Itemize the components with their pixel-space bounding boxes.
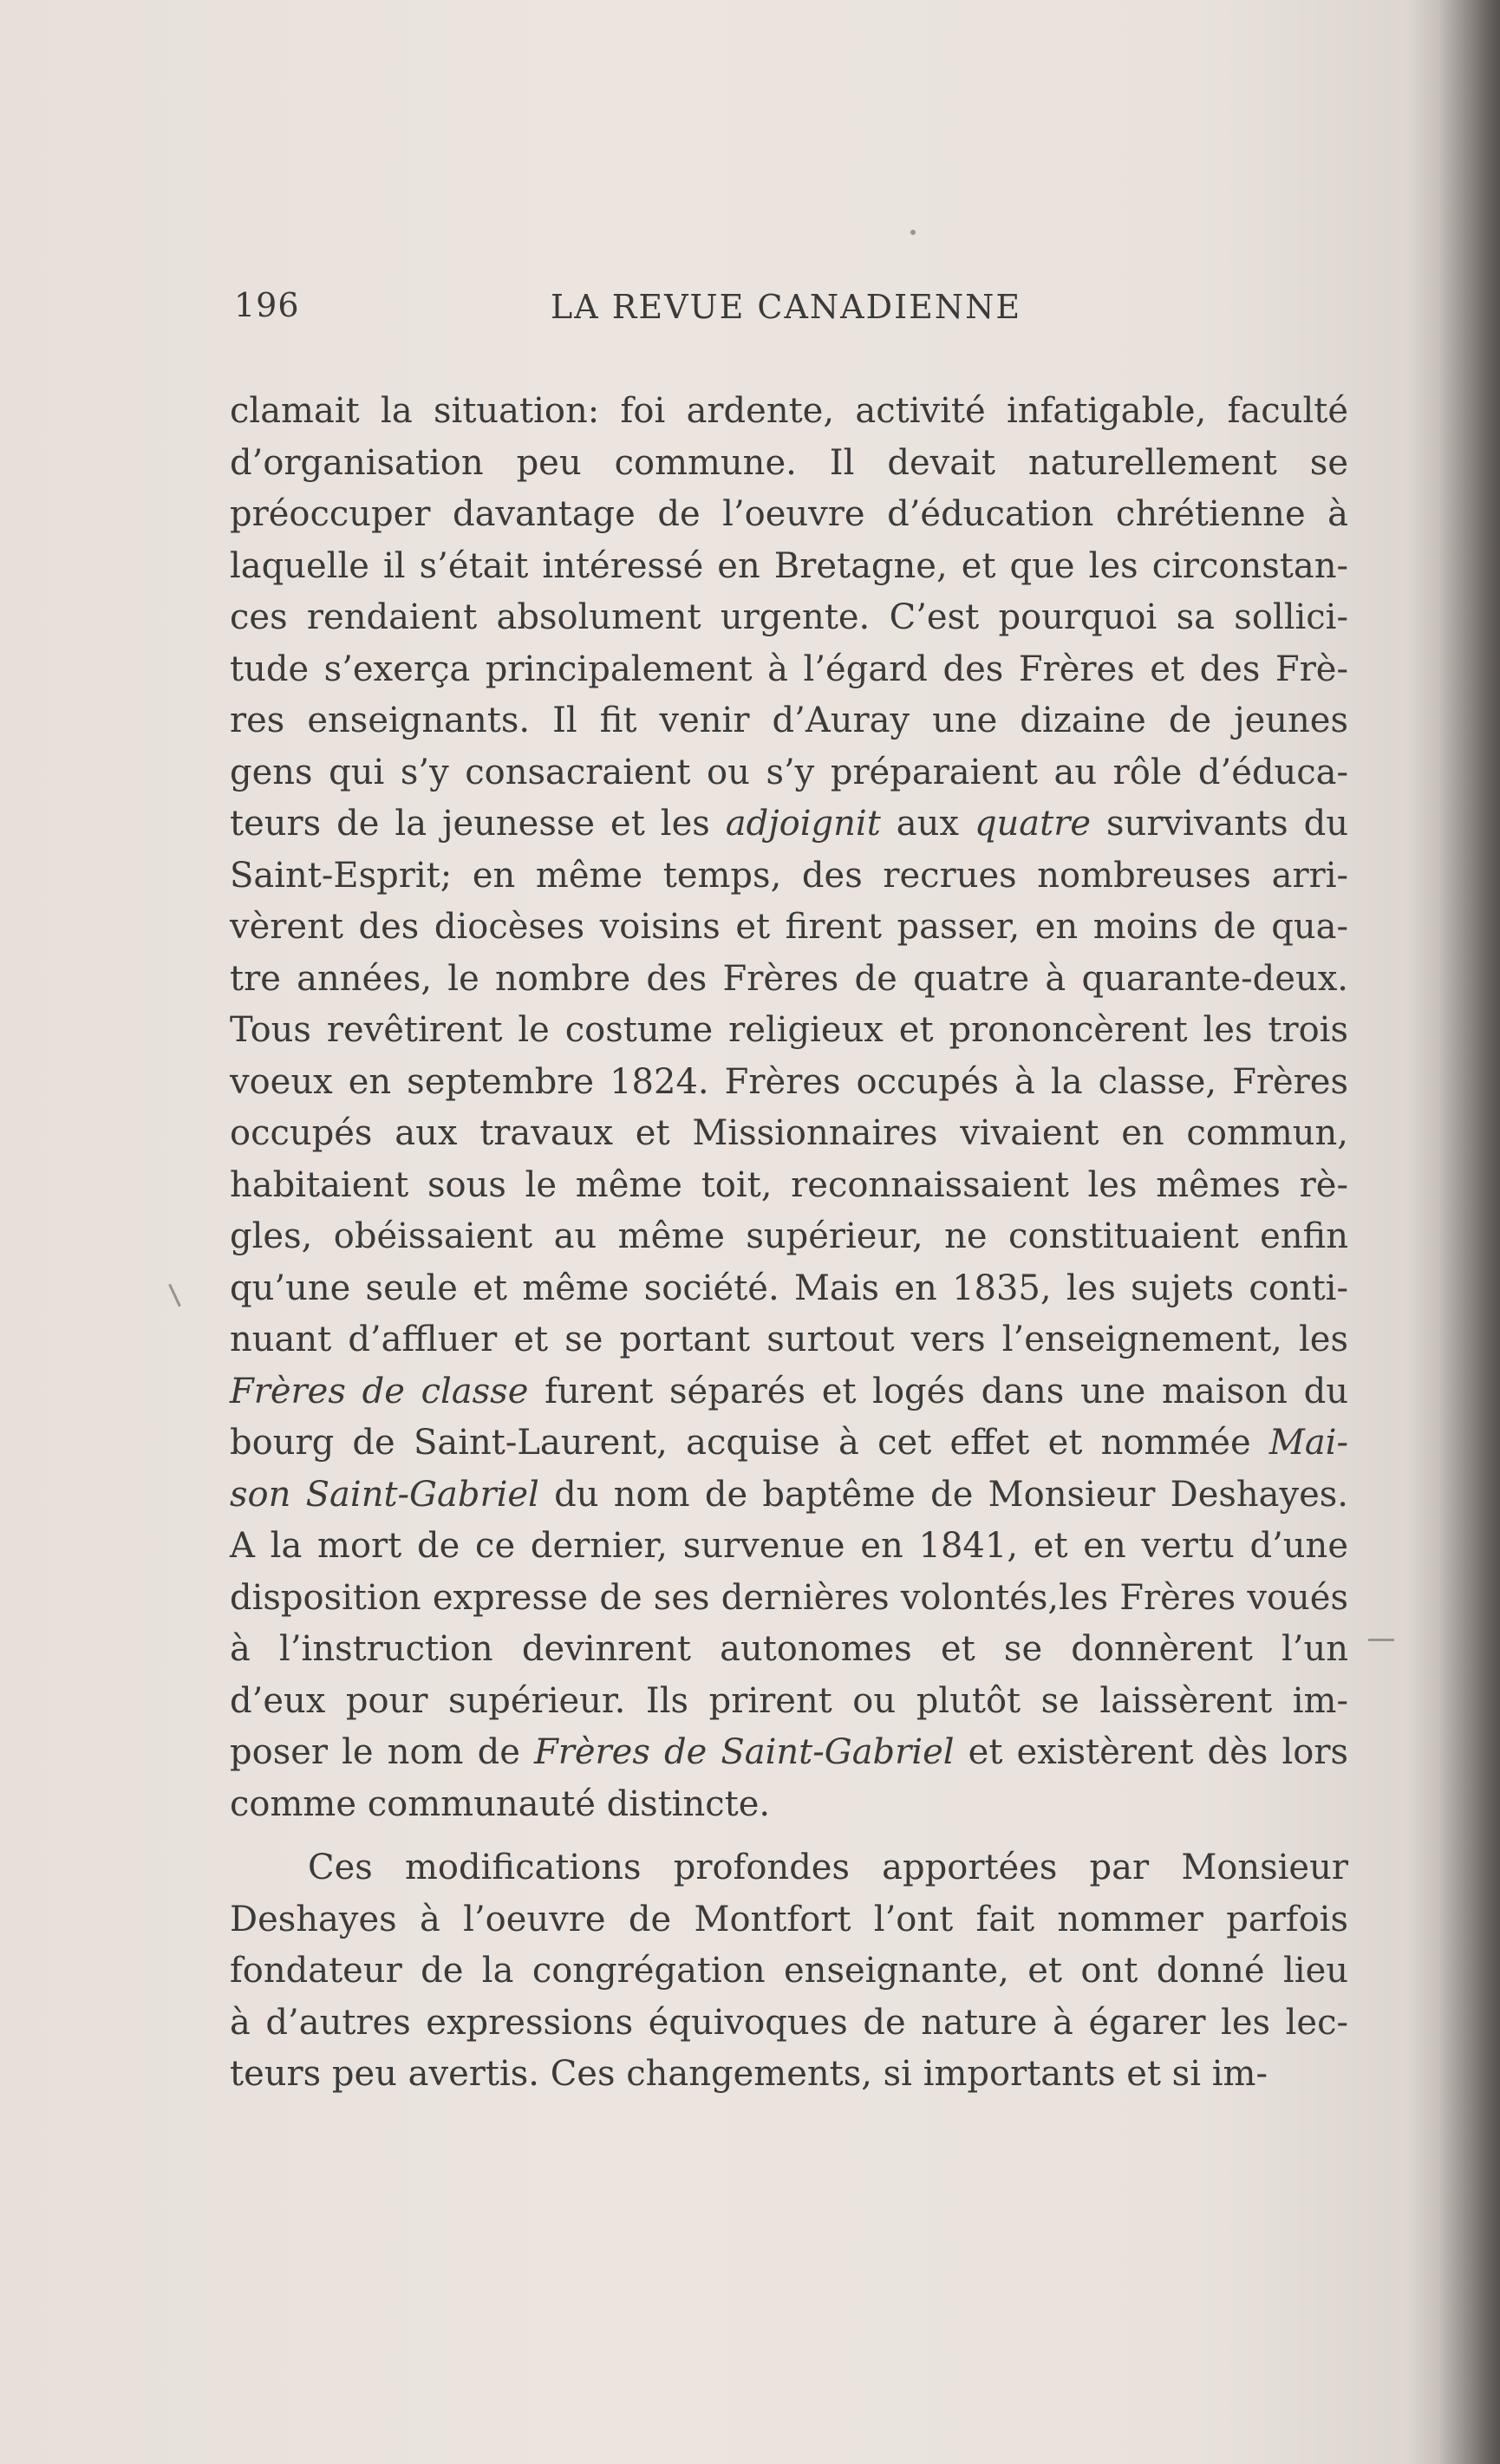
text-line [230,851,1348,903]
margin-speck [910,230,916,235]
text-segment: vèrent des diocèses voisins et firent passer, en moins de qua- [230,907,1348,947]
text-line [230,1418,1348,1470]
text-line [230,747,1348,799]
body-text [230,386,1348,2101]
text-line [230,1727,1348,1779]
text-segment: qu’une seule et même société. Mais en 1835, les sujets conti- [230,1268,1348,1308]
italic-text: Frères de classe [230,1371,529,1411]
text-segment: ces rendaient absolument urgente. C’est pourquoi sa sollici- [230,597,1348,637]
text-segment: teurs de la jeunesse et les [230,804,726,844]
text-segment: clamait la situation: foi ardente, activité infatigable, faculté [230,391,1348,431]
text-segment: préoccuper davantage de l’oeuvre d’éducation chrétienne à [230,494,1348,534]
text-line [230,2049,1348,2101]
italic-text: Frères de Saint-Gabriel [533,1732,955,1772]
text-line [230,1946,1348,1998]
text-segment: furent séparés et logés dans une maison du [528,1371,1349,1411]
text-line [230,1842,1348,1894]
text-segment: tre années, le nombre des Frères de quatre à quarante-deux. [230,958,1348,999]
text-segment: à l’instruction devinrent autonomes et se donnèrent l’un [230,1629,1348,1669]
text-segment: occupés aux travaux et Missionnaires vivaient en commun, [230,1113,1348,1153]
text-segment: du nom de baptême de Monsieur Deshayes. [538,1474,1349,1515]
text-line [230,799,1348,851]
running-title: LA REVUE CANADIENNE [551,288,1022,326]
text-segment: nuant d’affluer et se portant surtout vers l’enseignement, les [230,1320,1348,1359]
text-line [230,1573,1348,1625]
text-line [230,1263,1348,1315]
italic-text: adjoignit [725,804,881,844]
paragraph-gap [230,1830,1348,1842]
text-segment: Ces modifications profondes apportées par Monsieur [308,1848,1348,1887]
paragraph [230,386,1348,1830]
text-segment: voeux en septembre 1824. Frères occupés à la classe, Frères [230,1061,1348,1102]
text-line [230,644,1348,696]
page-number: 196 [234,286,300,324]
text-segment: et existèrent dès lors [954,1732,1348,1772]
page-header [234,276,1361,345]
text-line [230,438,1348,490]
text-line [230,902,1348,954]
text-line [230,1211,1348,1263]
text-line [230,1676,1348,1728]
text-line [230,386,1348,438]
margin-dash [1368,1639,1394,1641]
text-segment: Tous revêtirent le costume religieux et prononcèrent les trois [230,1010,1348,1050]
text-line [230,954,1348,1006]
italic-text: Mai- [1268,1423,1348,1463]
text-line [230,1057,1348,1109]
text-segment: aux [880,804,975,844]
text-line [230,541,1348,593]
text-segment: bourg de Saint-Laurent, acquise à cet effet et nommée [230,1423,1269,1463]
text-segment: Saint-Esprit; en même temps, des recrues nombreuses arri- [230,855,1348,896]
text-line [230,1160,1348,1212]
text-segment: fondateur de la congrégation enseignante, et ont donné lieu [230,1951,1348,1991]
book-spine-shadow [1439,0,1500,2464]
margin-tick [168,1284,181,1307]
text-segment: tude s’exerça principalement à l’égard des Frères et des Frè- [230,649,1348,689]
italic-text: quatre [974,804,1092,844]
text-segment: poser le nom de [230,1732,534,1772]
text-segment: comme communauté distincte. [230,1783,771,1824]
text-line [230,592,1348,644]
text-line [230,1779,1348,1831]
text-segment: Deshayes à l’oeuvre de Montfort l’ont fait nommer parfois [230,1899,1348,1939]
text-segment: laquelle il s’était intéressé en Bretagne, et que les circonstan- [230,545,1348,586]
text-segment: res enseignants. Il fit venir d’Auray une dizaine de jeunes [230,701,1348,740]
text-segment: d’eux pour supérieur. Ils prirent ou plutôt se laissèrent im- [230,1680,1348,1721]
text-segment: teurs peu avertis. Ces changements, si importants et si im- [230,2054,1268,2094]
text-line [230,1470,1348,1522]
text-line [230,1894,1348,1946]
text-segment: gens qui s’y consacraient ou s’y préparaient au rôle d’éduca- [230,752,1348,792]
text-line [230,1005,1348,1057]
text-segment: à d’autres expressions équivoques de nature à égarer les lec- [230,2002,1348,2043]
text-line [230,695,1348,747]
text-segment: habitaient sous le même toit, reconnaissaient les mêmes rè- [230,1164,1348,1205]
text-segment: survivants du [1091,804,1348,844]
paragraph [230,1842,1348,2101]
text-segment: disposition expresse de ses dernières volontés,les Frères voués [230,1577,1348,1618]
text-segment: gles, obéissaient au même supérieur, ne constituaient enfin [230,1216,1348,1256]
text-line [230,1108,1348,1160]
italic-text: son Saint-Gabriel [230,1474,539,1515]
text-segment: d’organisation peu commune. Il devait naturellement se [230,442,1348,483]
text-line [230,1998,1348,2050]
text-line [230,1624,1348,1676]
text-line [230,489,1348,541]
text-line [230,1314,1348,1366]
text-line [230,1366,1348,1418]
text-line [230,1521,1348,1573]
text-segment: A la mort de ce dernier, survenue en 1841, et en vertu d’une [230,1526,1348,1566]
